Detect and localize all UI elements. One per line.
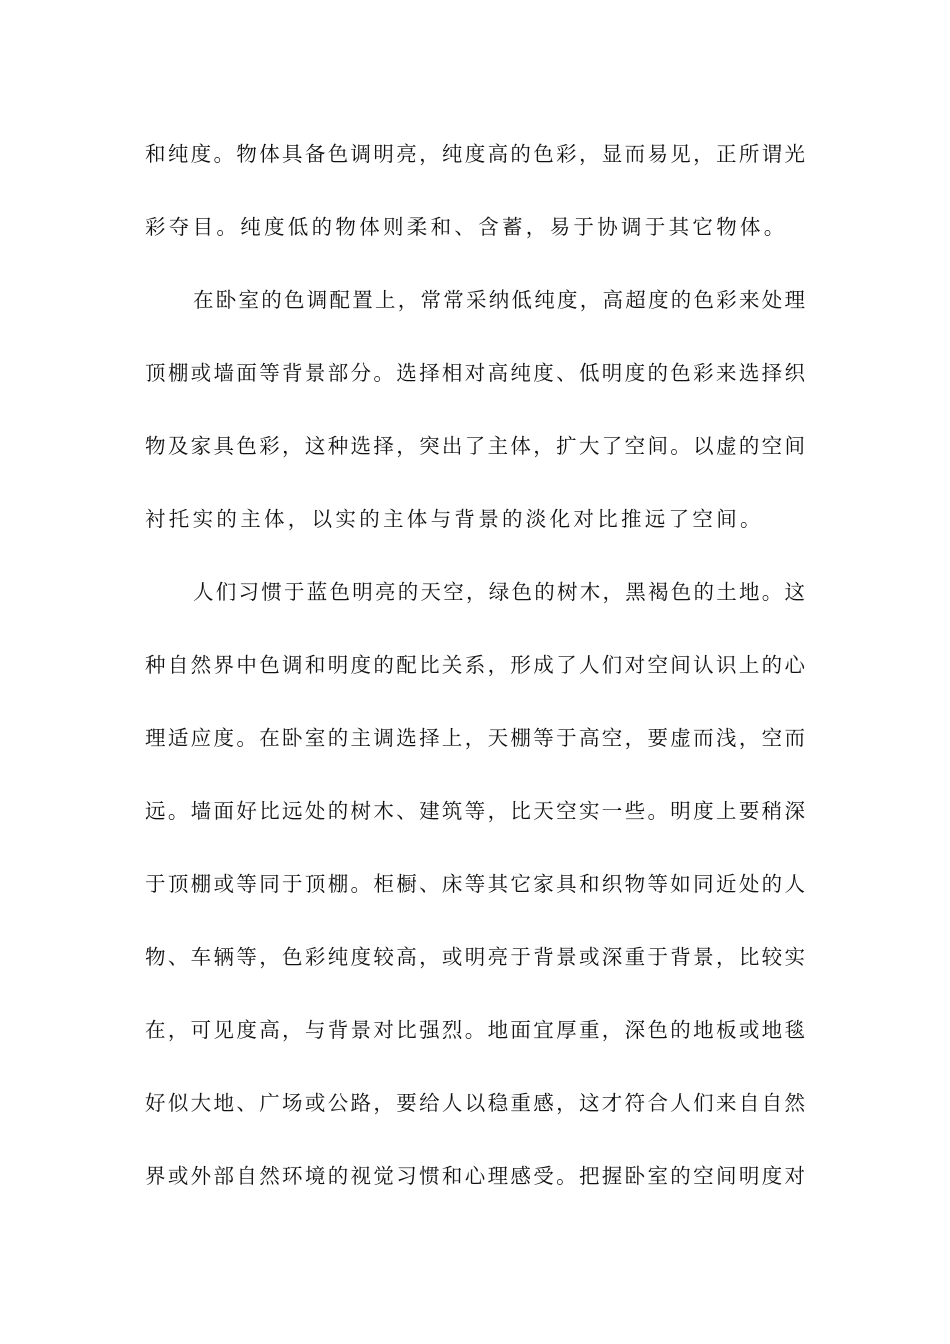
paragraph-3-line-4: 远。墙面好比远处的树木、建筑等，比天空实一些。明度上要稍深 xyxy=(145,799,805,823)
paragraph-2-line-2: 顶棚或墙面等背景部分。选择相对高纯度、低明度的色彩来选择织 xyxy=(145,361,805,385)
paragraph-3-line-3: 理适应度。在卧室的主调选择上，天棚等于高空，要虚而浅，空而 xyxy=(145,726,805,750)
paragraph-2-line-1: 在卧室的色调配置上，常常采纳低纯度，高超度的色彩来处理 xyxy=(193,288,805,312)
paragraph-1-line-2: 彩夺目。纯度低的物体则柔和、含蓄，易于协调于其它物体。 xyxy=(145,215,788,239)
paragraph-3-line-5: 于顶棚或等同于顶棚。柜橱、床等其它家具和织物等如同近处的人 xyxy=(145,872,805,896)
paragraph-3-line-1: 人们习惯于蓝色明亮的天空，绿色的树木，黑褐色的土地。这 xyxy=(193,580,805,604)
paragraph-3-line-7: 在，可见度高，与背景对比强烈。地面宜厚重，深色的地板或地毯 xyxy=(145,1018,805,1042)
paragraph-3-line-2: 种自然界中色调和明度的配比关系，形成了人们对空间认识上的心 xyxy=(145,653,805,677)
paragraph-2-line-3: 物及家具色彩，这种选择，突出了主体，扩大了空间。以虚的空间 xyxy=(145,434,805,458)
paragraph-3-line-6: 物、车辆等，色彩纯度较高，或明亮于背景或深重于背景，比较实 xyxy=(145,945,805,969)
paragraph-1-line-1: 和纯度。物体具备色调明亮，纯度高的色彩，显而易见，正所谓光 xyxy=(145,142,805,166)
paragraph-3-line-9: 界或外部自然环境的视觉习惯和心理感受。把握卧室的空间明度对 xyxy=(145,1164,805,1188)
paragraph-2-line-4: 衬托实的主体，以实的主体与背景的淡化对比推远了空间。 xyxy=(145,507,764,531)
paragraph-3-line-8: 好似大地、广场或公路，要给人以稳重感，这才符合人们来自自然 xyxy=(145,1091,805,1115)
